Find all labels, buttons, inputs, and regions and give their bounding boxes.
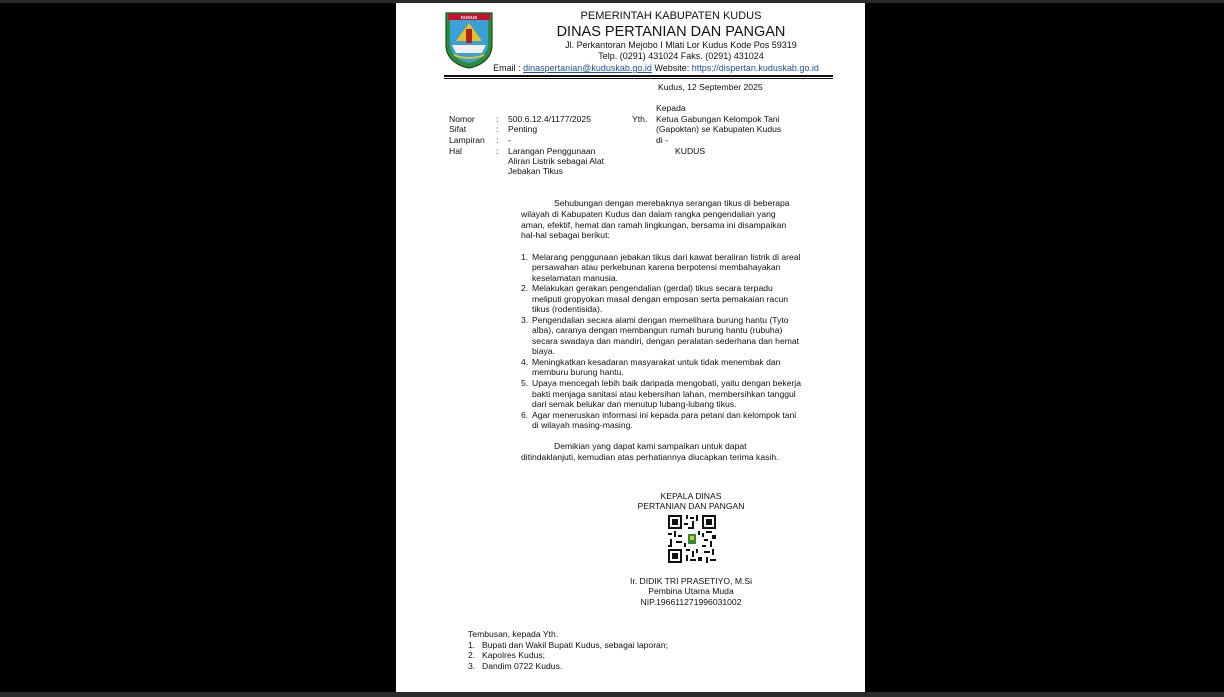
recipient-yth: Yth.: [632, 114, 648, 124]
item-line: Upaya mencegah lebih baik daripada mengobati, yaitu dengan bekerja: [532, 378, 801, 388]
item-line: biaya.: [532, 346, 555, 356]
intro-line: wilayah di Kabupaten Kudus dan dalam rangka pengendalian yang: [521, 209, 776, 219]
meta-sifat-value: Penting: [508, 124, 538, 134]
meta-lampiran-label: Lampiran: [449, 135, 485, 145]
item-line: Meningkatkan kesadaran masyarakat untuk tidak menembak dan: [532, 357, 781, 367]
signature-qr-code: [666, 513, 718, 565]
meta-colon: :: [496, 146, 499, 156]
item-line: keselamatan manusia.: [532, 273, 618, 283]
letterhead-phone: Telp. (0291) 431024 Faks. (0291) 431024: [598, 51, 764, 61]
letterhead-department: DINAS PERTANIAN DAN PANGAN: [556, 24, 786, 40]
item-number: 6.: [521, 410, 529, 420]
item-line: dari semak belukar dan menutup lubang-lubang tikus.: [532, 399, 737, 409]
item-line: meliputi gropyokan masal dengan emposan serta pemakaian racun: [532, 294, 789, 304]
recipient-kepada: Kepada: [656, 103, 686, 113]
meta-sifat-label: Sifat: [449, 124, 467, 134]
tembusan-item: Dandim 0722 Kudus.: [482, 661, 563, 671]
meta-colon: :: [496, 135, 499, 145]
recipient-line-2: (Gapoktan) se Kabupaten Kudus: [656, 124, 782, 134]
intro-line: aman, efektif, hemat dan ramah lingkungan, bersama ini disampaikan: [521, 220, 787, 230]
item-line: alba), caranya dengan membangun rumah burung hantu (rubuha): [532, 325, 783, 335]
item-line: memburu burung hantu.: [532, 367, 624, 377]
letterhead-rule-thin: [444, 78, 833, 79]
item-number: 1.: [521, 252, 529, 262]
letter-date: Kudus, 12 September 2025: [658, 82, 763, 92]
meta-hal-label: Hal: [449, 146, 462, 156]
letterhead-address: Jl. Perkantoran Mejobo I Mlati Lor Kudus Kode Pos 59319: [565, 40, 797, 50]
meta-hal-line: Jebakan Tikus: [508, 166, 563, 176]
website-label: Website:: [654, 63, 690, 73]
signature-nip: NIP.196611271996031002: [640, 597, 742, 607]
letterhead-contact: [476, 63, 836, 74]
meta-hal-line: Aliran Listrik sebagai Alat: [508, 156, 605, 166]
item-line: tikus (rodentisida).: [532, 304, 603, 314]
meta-colon: :: [496, 114, 499, 124]
meta-colon: :: [496, 124, 499, 134]
intro-line: hal-hal sebagai berikut:: [521, 230, 610, 240]
letterhead-government: PEMERINTAH KABUPATEN KUDUS: [580, 10, 762, 22]
meta-lampiran-value: -: [508, 135, 511, 145]
item-line: bakti menjaga sanitasi atau kebersihan lahan, membersihkan tanggul: [532, 389, 796, 399]
signature-name: Ir. DIDIK TRI PRASETIYO, M.Si: [629, 576, 753, 586]
svg-text:KUDUS: KUDUS: [460, 15, 478, 20]
item-number: 5.: [521, 378, 529, 388]
item-line: persawahan atau perkebunan karena berpotensi membahayakan: [532, 262, 781, 272]
meta-nomor-label: Nomor: [449, 114, 475, 124]
item-line: Agar meneruskan informasi ini kepada para petani dan kelompok tani: [532, 410, 797, 420]
website-link[interactable]: https://dispertan.kuduskab.go.id: [691, 63, 819, 73]
kudus-coat-of-arms-logo: [444, 11, 494, 69]
closing-line: Demikian yang dapat kami sampaikan untuk dapat: [554, 441, 747, 451]
signature-title-1: KEPALA DINAS: [660, 491, 722, 501]
closing-line: ditindaklanjuti, kemudian atas perhatiannya diucapkan terima kasih.: [521, 452, 779, 462]
signature-rank: Pembina Utama Muda: [648, 586, 734, 596]
recipient-line-4: KUDUS: [675, 146, 706, 156]
item-line: secara swadaya dan mandiri, dengan peralatan sederhana dan hemat: [532, 336, 800, 346]
item-line: Pengendalian secara alami dengan memelihara burung hantu (Tyto: [532, 315, 789, 325]
item-line: Melakukan gerakan pengendalian (gerdal) tikus secara terpadu: [532, 283, 773, 293]
meta-nomor-value: 500.6.12.4/1177/2025: [508, 114, 591, 124]
document-page: [396, 3, 865, 692]
meta-hal-line: Larangan Penggunaan: [508, 146, 596, 156]
tembusan-number: 1.: [468, 640, 476, 650]
item-number: 2.: [521, 283, 529, 293]
recipient-line-3: di -: [656, 135, 668, 145]
tembusan-number: 3.: [468, 661, 476, 671]
tembusan-item: Bupati dan Wakil Bupati Kudus, sebagai laporan;: [482, 640, 668, 650]
bottom-edge: [0, 692, 1224, 697]
email-label: Email :: [493, 63, 521, 73]
tembusan-number: 2.: [468, 650, 476, 660]
item-line: di wilayah masing-masing.: [532, 420, 633, 430]
item-line: Melarang penggunaan jebakan tikus dari kawat beraliran listrik di areal: [532, 252, 801, 262]
letterhead-rule-thick: [444, 75, 833, 77]
item-number: 4.: [521, 357, 529, 367]
tembusan-item: Kapolres Kudus;: [482, 650, 546, 660]
email-link[interactable]: dinaspertanian@kuduskab.go.id: [523, 63, 652, 73]
recipient-line-1: Ketua Gabungan Kelompok Tani: [656, 114, 780, 124]
signature-title-2: PERTANIAN DAN PANGAN: [637, 501, 745, 511]
intro-line: Sehubungan dengan merebaknya serangan tikus di beberapa: [554, 198, 790, 208]
tembusan-heading: Tembusan, kepada Yth.: [468, 629, 559, 639]
item-number: 3.: [521, 315, 529, 325]
